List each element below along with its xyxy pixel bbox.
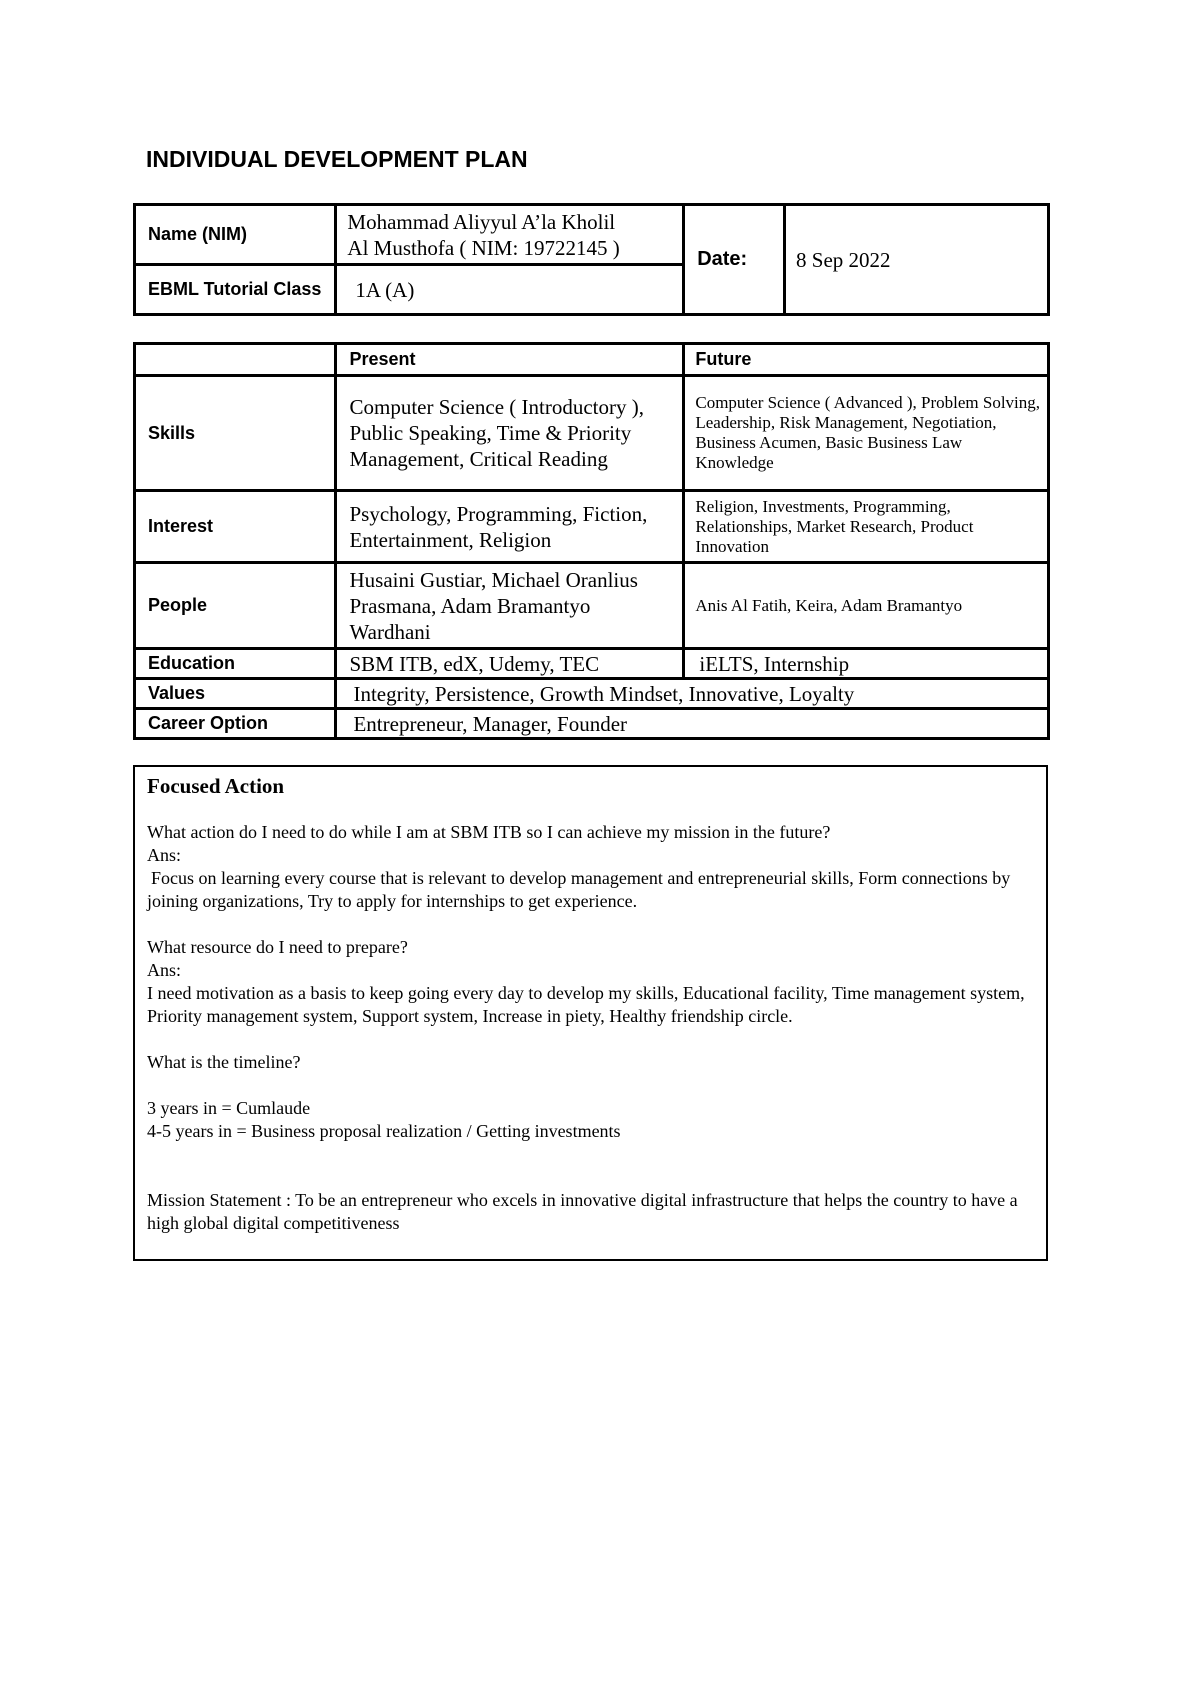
header-present: Present <box>336 344 684 376</box>
skills-present: Computer Science ( Introductory ), Public Speaking, Time & Priority Management, Critical Reading <box>336 376 684 491</box>
row-label-career-option: Career Option <box>135 709 336 739</box>
education-present: SBM ITB, edX, Udemy, TEC <box>336 649 684 679</box>
info-table <box>133 203 1050 316</box>
header-empty-cell <box>135 344 336 376</box>
name-value <box>336 205 684 265</box>
people-future: Anis Al Fatih, Keira, Adam Bramantyo <box>684 563 1049 649</box>
career-option-value: Entrepreneur, Manager, Founder <box>336 709 1049 739</box>
interest-present: Psychology, Programming, Fiction, Entertainment, Religion <box>336 491 684 563</box>
answer-1: Focus on learning every course that is relevant to develop management and entrepreneurial skills, Form connections by joining organizations, Try to apply for internships to get experience. <box>147 868 1011 911</box>
answer-1-label: Ans: <box>147 845 182 865</box>
header-future: Future <box>684 344 1049 376</box>
development-matrix <box>133 342 1050 740</box>
answer-2-label: Ans: <box>147 960 182 980</box>
row-label-education: Education <box>135 649 336 679</box>
table-row <box>135 491 1049 563</box>
focused-action-title: Focused Action <box>147 774 285 798</box>
values-value: Integrity, Persistence, Growth Mindset, Innovative, Loyalty <box>336 679 1049 709</box>
table-row <box>135 376 1049 491</box>
question-2: What resource do I need to prepare? <box>147 937 408 957</box>
name-label: Name (NIM) <box>135 205 336 265</box>
table-row <box>135 205 1049 265</box>
row-label-people: People <box>135 563 336 649</box>
answer-2: I need motivation as a basis to keep going every day to develop my skills, Educational facility, Time management system, Priority management system, Support system, Increase in piety, Healthy friendship circle. <box>147 983 1025 1026</box>
timeline-item-2: 4-5 years in = Business proposal realization / Getting investments <box>147 1121 621 1141</box>
question-3: What is the timeline? <box>147 1052 301 1072</box>
focused-action-box <box>133 765 1048 1261</box>
class-value: 1A (A) <box>336 265 684 315</box>
table-row <box>135 709 1049 739</box>
table-row <box>135 679 1049 709</box>
row-label-interest: Interest <box>135 491 336 563</box>
education-future: iELTS, Internship <box>684 649 1049 679</box>
table-row <box>135 563 1049 649</box>
class-label: EBML Tutorial Class <box>135 265 336 315</box>
row-label-values: Values <box>135 679 336 709</box>
table-row <box>135 344 1049 376</box>
question-1: What action do I need to do while I am at SBM ITB so I can achieve my mission in the future? <box>147 822 831 842</box>
name-value-line2: Al Musthofa ( NIM: 19722145 ) <box>347 235 620 260</box>
table-row <box>135 649 1049 679</box>
date-value: 8 Sep 2022 <box>785 205 1049 315</box>
page-title: INDIVIDUAL DEVELOPMENT PLAN <box>146 146 528 172</box>
mission-statement: Mission Statement : To be an entrepreneur who excels in innovative digital infrastructure that helps the country to have a high global digital competitiveness <box>147 1190 1018 1233</box>
name-value-line1: Mohammad Aliyyul A’la Kholil <box>347 209 616 234</box>
skills-future: Computer Science ( Advanced ), Problem Solving, Leadership, Risk Management, Negotiation, Business Acumen, Basic Business Law Knowledge <box>684 376 1049 491</box>
timeline-item-1: 3 years in = Cumlaude <box>147 1098 311 1118</box>
people-present: Husaini Gustiar, Michael Oranlius Prasmana, Adam Bramantyo Wardhani <box>336 563 684 649</box>
row-label-skills: Skills <box>135 376 336 491</box>
date-label: Date: <box>684 205 785 315</box>
interest-future: Religion, Investments, Programming, Relationships, Market Research, Product Innovation <box>684 491 1049 563</box>
